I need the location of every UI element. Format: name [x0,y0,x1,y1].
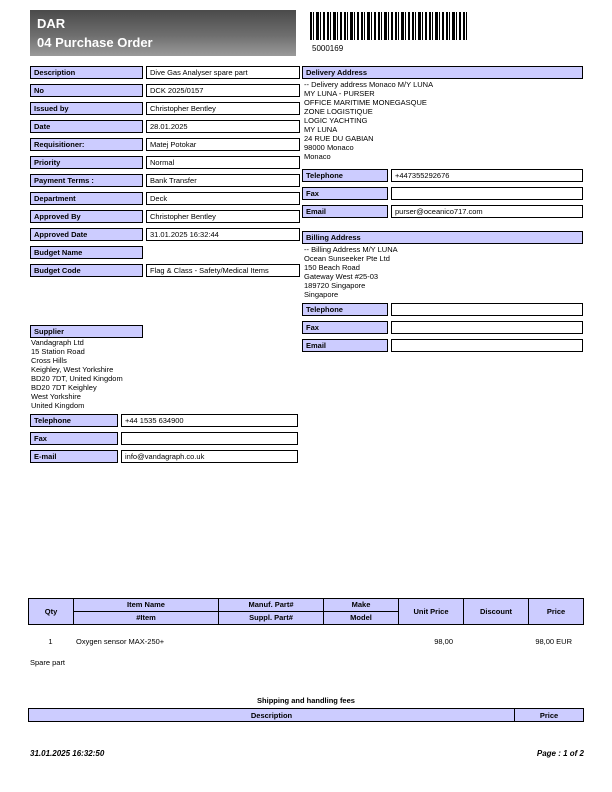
address-line: Ocean Sunseeker Pte Ltd [304,254,390,263]
cell-unit-price: 98,00 [434,637,453,646]
field-label: Fax [302,187,388,200]
supplier-email-row [30,450,298,463]
field-label: Requisitioner: [30,138,143,151]
field-label: Telephone [302,169,388,182]
field-value: info@vandagraph.co.uk [121,450,298,463]
shipping-section-title: Shipping and handling fees [257,696,355,705]
billing-telephone-row [302,303,583,316]
field-value: Matej Potokar [146,138,300,151]
detail-row-date [30,120,300,133]
address-line: -- Billing Address M/Y LUNA [304,245,398,254]
column-header: Qty [44,607,58,616]
barcode-number: 5000169 [312,44,344,53]
items-table [28,598,584,646]
field-value: 31.01.2025 16:32:44 [146,228,300,241]
delivery-address-block [304,80,582,161]
address-line: Gateway West #25-03 [304,272,379,281]
form-title-block [30,10,296,56]
field-value: Bank Transfer [146,174,300,187]
field-value: Normal [146,156,300,169]
delivery-telephone-row [302,169,583,182]
field-label: Approved Date [30,228,143,241]
items-table-header [28,598,584,625]
address-line: 98000 Monaco [304,143,354,152]
detail-row-budget-code [30,264,300,277]
cell-make [323,637,398,646]
delivery-email-row [302,205,583,218]
address-line: 150 Beach Road [304,263,360,272]
cell-item-name: Oxygen sensor MAX-250+ [76,637,165,646]
field-value [391,339,583,352]
field-label: Fax [30,432,118,445]
detail-row-issued-by [30,102,300,115]
detail-row-requisitioner [30,138,300,151]
footer-page-number: Page : 1 of 2 [536,749,584,758]
cell-qty: 1 [48,637,53,646]
cell-discount [463,637,528,646]
col-item-name [74,599,219,624]
field-label: Issued by [30,102,143,115]
delivery-address-header: Delivery Address [302,66,583,79]
detail-row-no [30,84,300,97]
field-value [391,187,583,200]
field-value: DCK 2025/0157 [146,84,300,97]
address-line: MY LUNA - PURSER [304,89,375,98]
address-line: 189720 Singapore [304,281,366,290]
field-value: purser@oceanico717.com [391,205,583,218]
address-line: 24 RUE DU GABIAN [304,134,374,143]
cell-manuf-part [218,637,323,646]
cell-price: 98,00 EUR [535,637,572,646]
address-line: BD20 7DT Keighley [31,383,97,392]
billing-address-header: Billing Address [302,231,583,244]
column-header: Item Name [74,599,218,612]
supplier-fax-row [30,432,298,445]
billing-fax-row [302,321,583,334]
address-line: OFFICE MARITIME MONEGASQUE [304,98,427,107]
address-line: BD20 7DT, United Kingdom [31,374,123,383]
column-header: Make [324,599,398,612]
address-line: 15 Station Road [31,347,85,356]
field-value: Deck [146,192,300,205]
column-header: Suppl. Part# [249,613,293,623]
address-line: Keighley, West Yorkshire [31,365,114,374]
field-value [391,303,583,316]
address-line: West Yorkshire [31,392,81,401]
field-label: Budget Name [30,246,143,259]
address-line: United Kingdom [31,401,85,410]
column-header: Unit Price [413,607,449,616]
field-label: Email [302,205,388,218]
detail-row-payment-terms [30,174,300,187]
col-discount [464,599,529,624]
col-unit-price [399,599,464,624]
col-price [529,599,583,624]
item-note: Spare part [30,658,66,667]
field-value: Christopher Bentley [146,102,300,115]
shipping-price-header: Price [539,710,559,720]
col-qty [29,599,74,624]
detail-row-approved-by [30,210,300,223]
address-line: Singapore [304,290,339,299]
address-line: -- Delivery address Monaco M/Y LUNA [304,80,434,89]
address-line: Vandagraph Ltd [31,338,84,347]
supplier-telephone-row [30,414,298,427]
field-value [391,321,583,334]
field-value: Dive Gas Analyser spare part [146,66,300,79]
field-label: No [30,84,143,97]
col-manuf-part [219,599,324,624]
address-line: MY LUNA [304,125,338,134]
detail-row-department [30,192,300,205]
barcode-image [310,12,468,40]
detail-row-budget-name [30,246,300,259]
column-header: Model [350,613,372,623]
address-line: LOGIC YACHTING [304,116,368,125]
address-line: ZONE LOGISTIQUE [304,107,373,116]
field-label: Description [30,66,143,79]
delivery-fax-row [302,187,583,200]
field-label: Telephone [302,303,388,316]
billing-email-row [302,339,583,352]
shipping-description-header: Description [29,709,515,721]
field-label: Telephone [30,414,118,427]
field-label: Date [30,120,143,133]
form-code: DAR [37,16,66,31]
col-make-model [324,599,399,624]
supplier-address-block [31,338,291,410]
detail-row-priority [30,156,300,169]
field-value: Flag & Class - Safety/Medical Items [146,264,300,277]
field-label: Approved By [30,210,143,223]
column-header: Discount [479,607,513,616]
field-label: Fax [302,321,388,334]
detail-row-description [30,66,300,79]
column-header: Manuf. Part# [219,599,323,612]
supplier-header: Supplier [30,325,143,338]
field-label: Email [302,339,388,352]
column-header: #Item [136,613,156,623]
field-value: Christopher Bentley [146,210,300,223]
field-label: Priority [30,156,143,169]
field-label: Budget Code [30,264,143,277]
shipping-table-header [28,708,584,722]
address-line: Cross Hills [31,356,67,365]
table-row [28,637,584,646]
detail-row-approved-date [30,228,300,241]
page-title: 04 Purchase Order [37,35,153,50]
billing-address-block [304,245,582,299]
field-value [121,432,298,445]
field-value: 28.01.2025 [146,120,300,133]
field-label: E-mail [30,450,118,463]
column-header: Price [546,607,566,616]
field-label: Department [30,192,143,205]
field-value: +44 1535 634900 [121,414,298,427]
footer-timestamp: 31.01.2025 16:32:50 [30,749,105,758]
address-line: Monaco [304,152,331,161]
field-value: +447355292676 [391,169,583,182]
field-label: Payment Terms : [30,174,143,187]
